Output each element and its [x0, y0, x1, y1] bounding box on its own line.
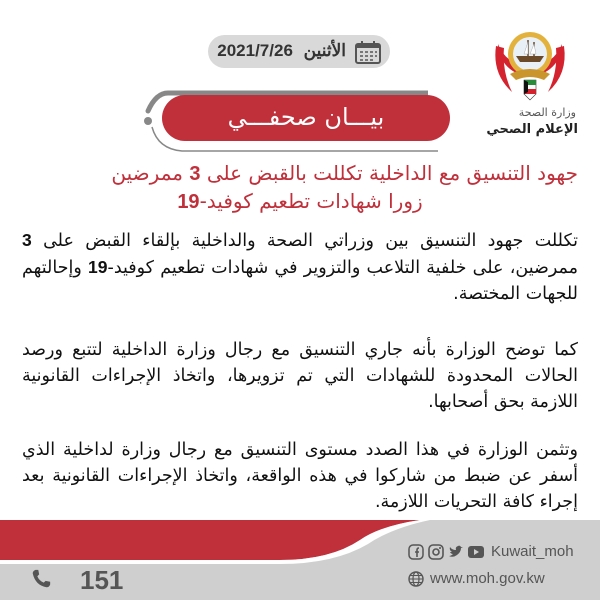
date-text [217, 41, 346, 61]
instagram-icon[interactable] [428, 544, 444, 560]
youtube-icon[interactable] [468, 544, 484, 560]
paragraph-1: تكللت جهود التنسيق بين وزراتي الصحة والداخلية بإلقاء القبض على 3 ممرضين، على خلفية التلاعب والتزوير في شهادات تطعيم كوفيد-19 وإحالتهم للجهات المختصة. [22, 230, 578, 304]
phone-icon [30, 568, 52, 590]
ministry-name: وزارة الصحة [518, 106, 576, 119]
paragraph-2: كما توضح الوزارة بأنه جاري التنسيق مع رجال وزارة الداخلية لتتبع ورصد الحالات المحدودة للشهادات التي تم تزويرها، واتخاذ الإجراءات القانونية اللازمة بحق أصحابها. [22, 340, 578, 412]
department-name: الإعلام الصحي [486, 122, 578, 137]
banner-label: بيـــان صحفـــي [227, 103, 385, 131]
date-pill [208, 35, 390, 68]
date-day: الأثنين [303, 41, 346, 60]
twitter-icon[interactable] [448, 544, 464, 560]
headline [22, 160, 578, 216]
facebook-icon[interactable] [408, 544, 424, 560]
paragraph-3: وتثمن الوزارة في هذا الصدد مستوى التنسيق مع رجال وزارة لداخلية الذي أسفر عن ضبط من شاركوا في هذه الواقعة، واتخاذ الإجراءات القانونية بعد إجراء كافة التحريات اللازمة. [22, 440, 578, 512]
social-links [408, 543, 574, 560]
calendar-icon [354, 40, 382, 64]
hotline-number: 151 [80, 565, 124, 595]
date-value: 2021/7/26 [217, 41, 293, 60]
globe-icon [408, 571, 424, 587]
website-url[interactable]: www.moh.gov.kw [430, 570, 545, 587]
headline-line-1: جهود التنسيق مع الداخلية تكللت بالقبض على 3 ممرضين [111, 161, 578, 185]
website-link[interactable] [408, 570, 545, 587]
headline-line-2: زورا شهادات تطعيم كوفيد-19 [177, 189, 423, 213]
social-handle[interactable]: Kuwait_moh [491, 543, 574, 560]
kuwait-moh-emblem-icon [484, 24, 576, 106]
press-release-banner [162, 95, 450, 141]
